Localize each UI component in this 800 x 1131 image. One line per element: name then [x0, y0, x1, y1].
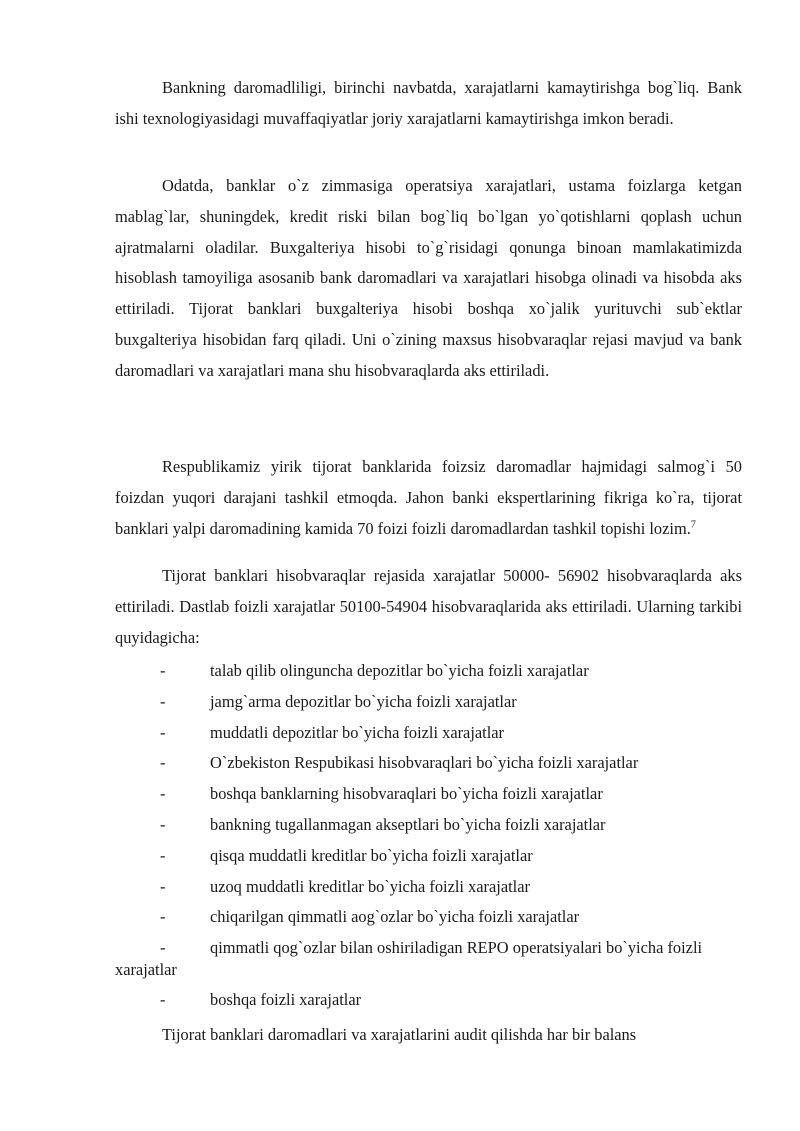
list-dash: -	[160, 753, 166, 773]
list-item	[115, 872, 742, 903]
list-item-text: talab qilib olinguncha depozitlar bo`yicha foizli xarajatlar	[210, 661, 589, 680]
list-dash: -	[160, 845, 166, 865]
paragraph-text: Respublikamiz yirik tijorat banklarida foizsiz daromadlar hajmidagi salmog`i 50 foizdan yuqori darajani tashkil etmoqda. Jahon banki ekspertlarining fikriga ko`ra, tijorat banklari yalpi daromadining kamida 70 foizi foizli daromadlardan tashkil topishi lozim.	[115, 457, 742, 538]
list-dash: -	[160, 661, 166, 680]
list-dash: -	[160, 691, 166, 711]
list-dash: -	[160, 938, 166, 958]
list-item-text: boshqa foizli xarajatlar	[210, 990, 362, 1010]
list-item	[115, 841, 742, 872]
list-item-text: O`zbekiston Respubikasi hisobvaraqlari bo`yicha foizli xarajatlar	[210, 753, 639, 773]
paragraph-accounts-plan	[115, 561, 742, 653]
list-item-text: qisqa muddatli kreditlar bo`yicha foizli xarajatlar	[210, 845, 533, 865]
list-item-text: muddatli depozitlar bo`yicha foizli xarajatlar	[210, 722, 504, 742]
list-item-text: qimmatli qog`ozlar bilan oshiriladigan REPO operatsiyalari bo`yicha foizli xarajatlar	[115, 938, 703, 980]
list-dash: -	[160, 784, 166, 804]
footnote-marker[interactable]: 7	[690, 519, 696, 531]
list-dash: -	[160, 990, 166, 1010]
list-dash: -	[160, 876, 166, 896]
paragraph-text: Tijorat banklari daromadlari va xarajatlarini audit qilishda har bir balans	[162, 1025, 637, 1044]
paragraph-text: Bankning daromadliligi, birinchi navbatda, xarajatlarni kamaytirishga bog`liq. Bank ishi texnologiyasidagi muvaffaqiyatlar joriy xarajatlarni kamaytirishga imkon beradi.	[115, 78, 742, 128]
list-item-text: jamg`arma depozitlar bo`yicha foizli xarajatlar	[210, 691, 517, 711]
paragraph-text: Tijorat banklari hisobvaraqlar rejasida xarajatlar 50000- 56902 hisobvaraqlarda aks ettiriladi. Dastlab foizli xarajatlar 50100-54904 hisobvaraqlarida aks ettiriladi. Ularning tarkibi quyidagicha:	[115, 566, 742, 647]
list-item	[115, 687, 742, 718]
list-dash: -	[160, 814, 166, 834]
paragraph-bank-profitability	[115, 73, 742, 135]
list-item	[115, 985, 742, 1016]
paragraph-non-interest-income	[115, 452, 742, 544]
list-item	[115, 656, 742, 687]
list-item	[115, 779, 742, 810]
list-item	[115, 810, 742, 841]
paragraph-text: Odatda, banklar o`z zimmasiga operatsiya xarajatlari, ustama foizlarga ketgan mablag`lar, shuningdek, kredit riski bilan bog`liq bo`lgan yo`qotishlarni qoplash uchun ajratmalarni oladilar. Buxgalteriya hisobi to`g`risidagi qonunga binoan mamlakatimizda hisoblash tamoyiliga asosanib bank daromadlari va xarajatlari hisobga olinadi va hisobda aks ettiriladi. Tijorat banklari buxgalteriya hisobi boshqa xo`jalik yurituvchi sub`ektlar buxgalteriya hisobidan farq qiladi. Uni o`zining maxsus hisobvaraqlar rejasi mavjud va bank daromadlari va xarajatlari mana shu hisobvaraqlarda aks ettiriladi.	[115, 176, 742, 380]
list-item	[115, 718, 742, 749]
interest-expense-list	[115, 656, 742, 1016]
list-dash: -	[160, 907, 166, 927]
list-dash: -	[160, 722, 166, 742]
list-item-text: bankning tugallanmagan akseptlari bo`yicha foizli xarajatlar	[210, 814, 606, 834]
list-item	[115, 933, 742, 985]
list-item-text: chiqarilgan qimmatli aog`ozlar bo`yicha foizli xarajatlar	[210, 907, 580, 927]
paragraph-bank-expenses	[115, 171, 742, 387]
list-item-text: uzoq muddatli kreditlar bo`yicha foizli xarajatlar	[210, 876, 530, 896]
list-item	[115, 748, 742, 779]
list-item	[115, 902, 742, 933]
list-item-text: boshqa banklarning hisobvaraqlari bo`yicha foizli xarajatlar	[210, 784, 603, 804]
paragraph-audit	[115, 1020, 742, 1051]
